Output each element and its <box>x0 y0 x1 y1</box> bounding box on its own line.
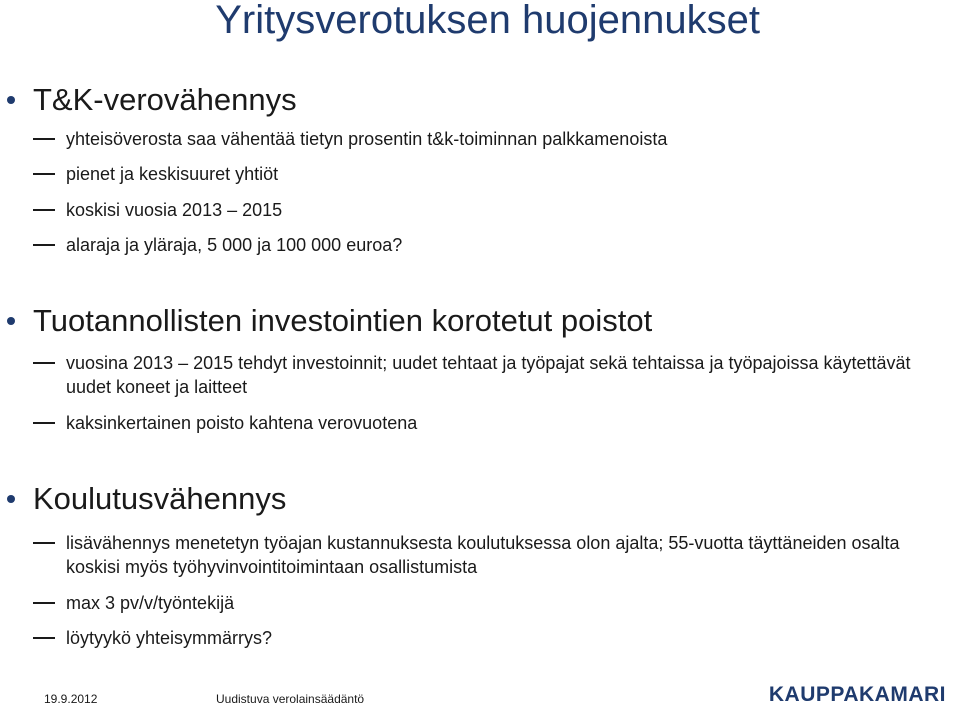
section-heading-text: T&K-verovähennys <box>33 82 297 117</box>
dash-icon <box>33 542 55 544</box>
list-item-text: lisävähennys menetetyn työajan kustannuksesta koulutuksessa olon ajalta; 55-vuotta täyttäneiden osalta koskisi myös työhyvinvointitoimintaan osallistumista <box>66 533 900 577</box>
footer-title: Uudistuva verolainsäädäntö <box>216 692 365 706</box>
bullet-icon <box>7 96 15 104</box>
dash-icon <box>33 138 55 140</box>
list-item-text: kaksinkertainen poisto kahtena verovuotena <box>66 413 418 433</box>
list-item-text: yhteisöverosta saa vähentää tietyn prosentin t&k-toiminnan palkkamenoista <box>66 129 668 149</box>
list-item-text: vuosina 2013 – 2015 tehdyt investoinnit; uudet tehtaat ja työpajat sekä tehtaissa ja työpajoissa käytettävät uudet koneet ja laitteet <box>66 353 911 397</box>
dash-icon <box>33 602 55 604</box>
dash-icon <box>33 362 55 364</box>
bullet-icon <box>7 495 15 503</box>
section-heading-text: Koulutusvähennys <box>33 481 287 516</box>
dash-icon <box>33 173 55 175</box>
dash-icon <box>33 422 55 424</box>
bullet-icon <box>7 317 15 325</box>
list-item-text: löytyykö yhteisymmärrys? <box>66 628 273 648</box>
slide-title: Yritysverotuksen huojennukset <box>215 0 760 42</box>
list-item-text: koskisi vuosia 2013 – 2015 <box>66 200 283 220</box>
kauppakamari-logo: KAUPPAKAMARI <box>768 683 946 706</box>
dash-icon <box>33 637 55 639</box>
list-item-text: max 3 pv/v/työntekijä <box>66 593 235 613</box>
section-heading-text: Tuotannollisten investointien korotetut poistot <box>33 303 653 338</box>
dash-icon <box>33 244 55 246</box>
list-item-text: pienet ja keskisuuret yhtiöt <box>66 164 279 184</box>
footer-date: 19.9.2012 <box>44 692 98 706</box>
list-item-text: alaraja ja yläraja, 5 000 ja 100 000 euroa? <box>66 235 403 255</box>
dash-icon <box>33 209 55 211</box>
